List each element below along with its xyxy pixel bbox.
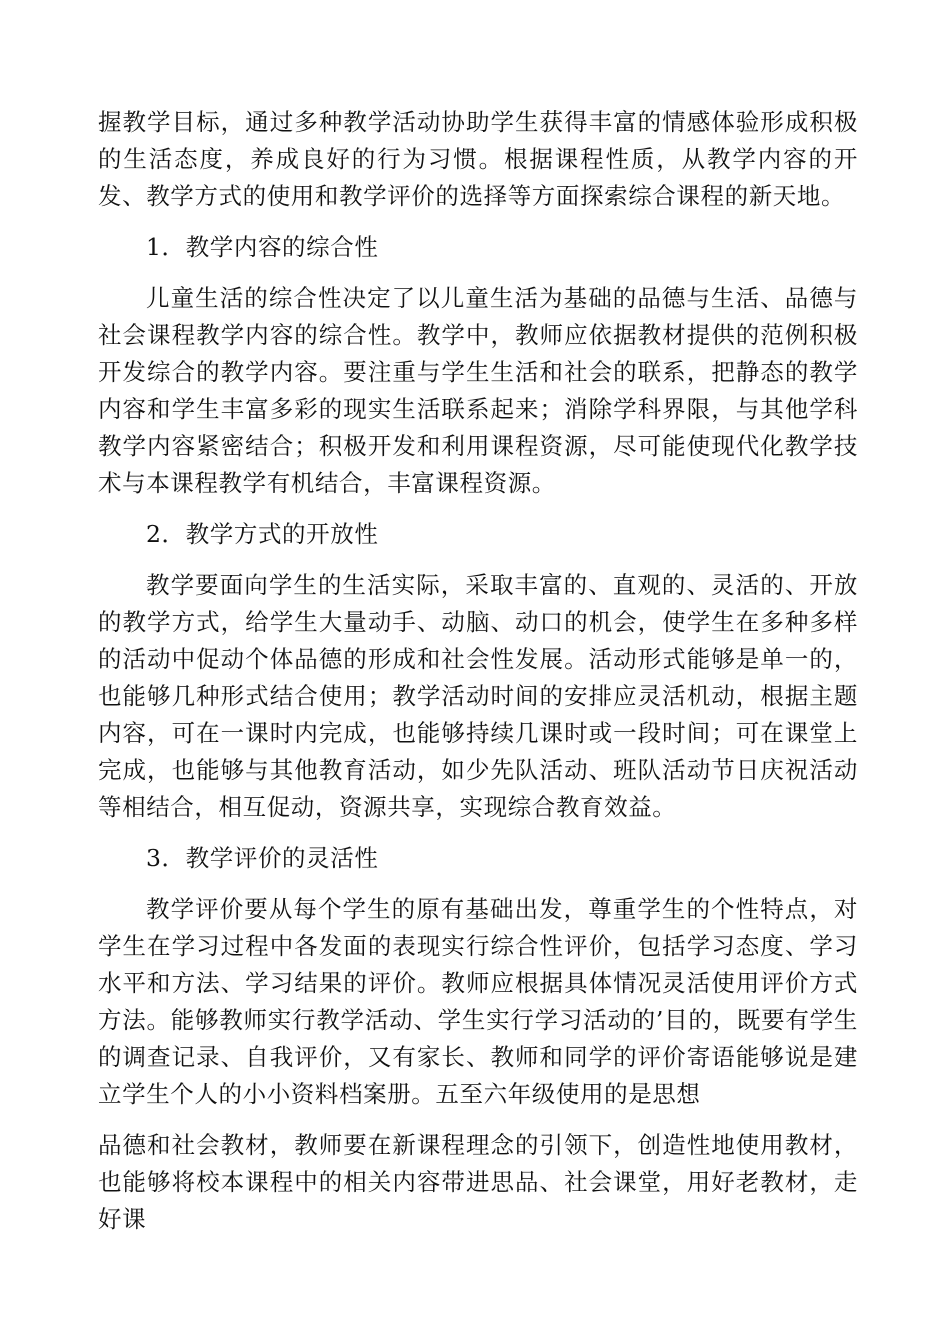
section-heading: 1．教学内容的综合性	[146, 233, 379, 261]
body-paragraph: 品德和社会教材，教师要在新课程理念的引领下，创造性地使用教材，也能够将校本课程中的相关内容带进思品、社会课堂，用好老教材，走好课	[98, 1131, 858, 1233]
body-paragraph: 儿童生活的综合性决定了以儿童生活为基础的品德与生活、品德与社会课程教学内容的综合性。教学中，教师应依据教材提供的范例积极开发综合的教学内容。要注重与学生生活和社会的联系，把静态的教学内容和学生丰富多彩的现实生活联系起来；消除学科界限，与其他学科教学内容紧密结合；积极开发和利用课程资源，尽可能使现代化教学技术与本课程教学有机结合，丰富课程资源。	[98, 284, 858, 497]
document-page	[98, 104, 858, 1238]
body-paragraph: 握教学目标，通过多种教学活动协助学生获得丰富的情感体验形成积极的生活态度，养成良好的行为习惯。根据课程性质，从教学内容的开发、教学方式的使用和教学评价的选择等方面探索综合课程的新天地。	[98, 108, 858, 210]
body-paragraph: 教学要面向学生的生活实际，采取丰富的、直观的、灵活的、开放的教学方式，给学生大量动手、动脑、动口的机会，使学生在多种多样的活动中促动个体品德的形成和社会性发展。活动形式能够是单一的，也能够几种形式结合使用；教学活动时间的安排应灵活机动，根据主题内容，可在一课时内完成，也能够持续几课时或一段时间；可在课堂上完成，也能够与其他教育活动，如少先队活动、班队活动节日庆祝活动等相结合，相互促动，资源共享，实现综合教育效益。	[98, 571, 858, 821]
section-heading: 3．教学评价的灵活性	[146, 844, 379, 872]
section-heading: 2．教学方式的开放性	[146, 520, 379, 548]
body-paragraph: 教学评价要从每个学生的原有基础出发，尊重学生的个性特点，对学生在学习过程中各发面的表现实行综合性评价，包括学习态度、学习水平和方法、学习结果的评价。教师应根据具体情况灵活使用评价方式方法。能够教师实行教学活动、学生实行学习活动的’目的，既要有学生的调查记录、自我评价，又有家长、教师和同学的评价寄语能够说是建立学生个人的小小资料档案册。五至六年级使用的是思想	[98, 895, 858, 1108]
